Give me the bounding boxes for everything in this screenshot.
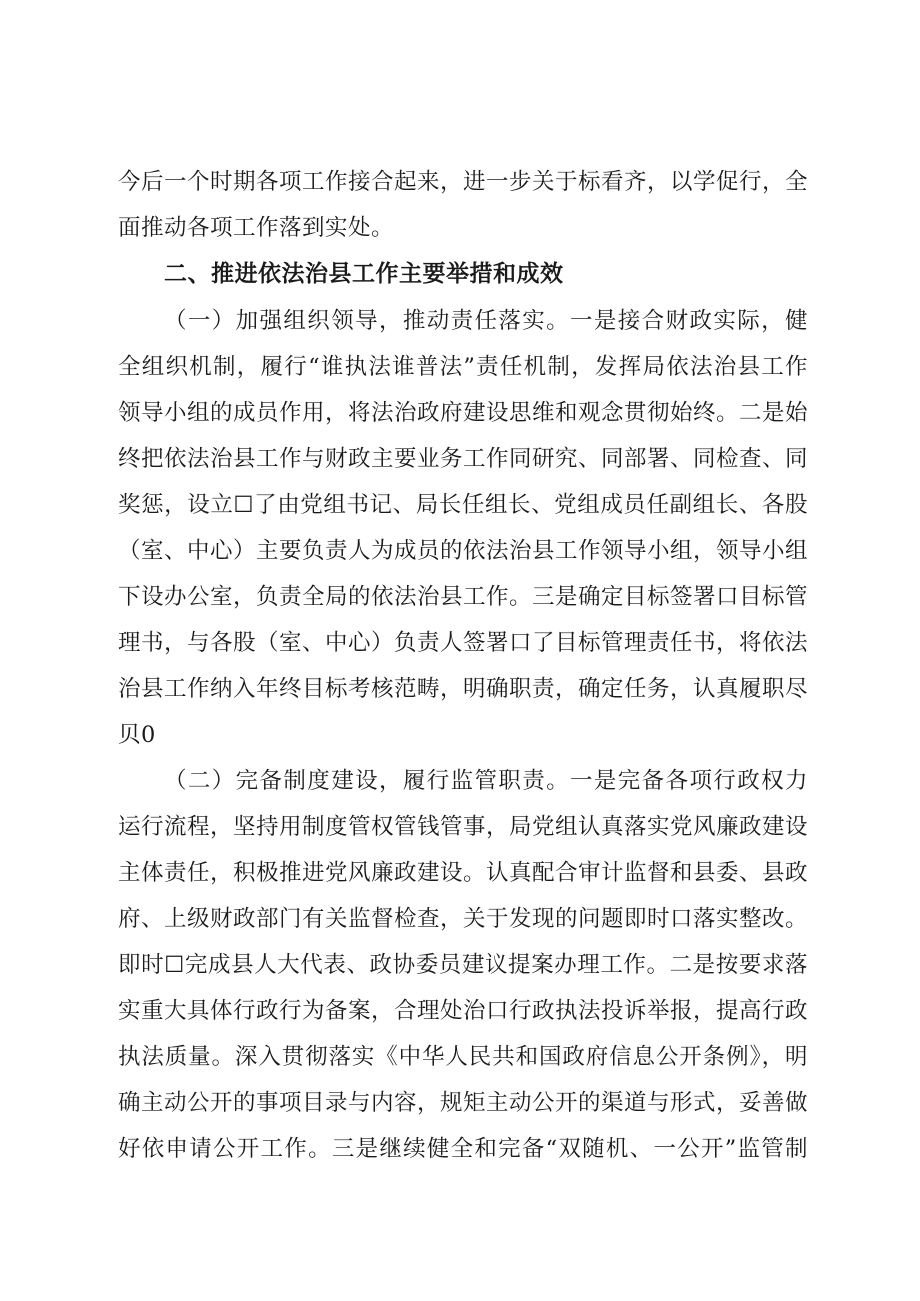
section-heading: 二、推进依法治县工作主要举措和成效	[164, 261, 564, 287]
s1-line-10: 贝0	[118, 722, 156, 748]
s1-line-3: 领导小组的成员作用，将法治政府建设思维和观念贯彻始终。二是始	[118, 400, 809, 426]
s2-line-1: （二）完备制度建设，履行监管职责。一是完备各项行政权力	[164, 768, 808, 794]
s1-line-2: 全组织机制，履行“谁执法谁普法”责任机制，发挥局依法治县工作	[118, 354, 808, 380]
s2-line-4: 府、上级财政部门有关监督检查，关于发现的问题即时口落实整改。	[118, 906, 809, 932]
s2-line-5: 即时☐完成县人大代表、政协委员建议提案办理工作。二是按要求落	[118, 952, 808, 978]
s1-line-6: （室、中心）主要负责人为成员的依法治县工作领导小组，领导小组	[118, 538, 809, 564]
s2-line-6: 实重大具体行政行为备案，合理处治口行政执法投诉举报，提高行政	[118, 998, 809, 1024]
intro-line-1: 今后一个时期各项工作接合起来，进一步关于标看齐，以学促行，全	[118, 169, 809, 195]
s1-line-4: 终把依法治县工作与财政主要业务工作同研究、同部署、同检查、同	[118, 446, 809, 472]
s2-line-3: 主体责任，积极推进党风廉政建设。认真配合审计监督和县委、县政	[118, 860, 809, 886]
intro-line-2: 面推动各项工作落到实处。	[118, 215, 395, 241]
s1-line-9: 治县工作纳入年终目标考核范畴，明确职责，确定任务，认真履职尽	[118, 676, 809, 702]
s1-line-5: 奖惩，设立☐了由党组书记、局长任组长、党组成员任副组长、各股	[118, 492, 808, 518]
s1-line-1: （一）加强组织领导，推动责任落实。一是接合财政实际，健	[164, 308, 808, 334]
s1-line-7: 下设办公室，负责全局的依法治县工作。三是确定目标签署口目标管	[118, 584, 809, 610]
s2-line-8: 确主动公开的事项目录与内容，规矩主动公开的渠道与形式，妥善做	[118, 1090, 809, 1116]
s2-line-9: 好依申请公开工作。三是继续健全和完备“双随机、一公开”监管制	[118, 1136, 808, 1162]
s1-line-8: 理书，与各股（室、中心）负责人签署口了目标管理责任书，将依法	[118, 630, 809, 656]
s2-line-7: 执法质量。深入贯彻落实《中华人民共和国政府信息公开条例》，明	[118, 1044, 808, 1070]
s2-line-2: 运行流程，坚持用制度管权管钱管事，局党组认真落实党风廉政建设	[118, 814, 809, 840]
